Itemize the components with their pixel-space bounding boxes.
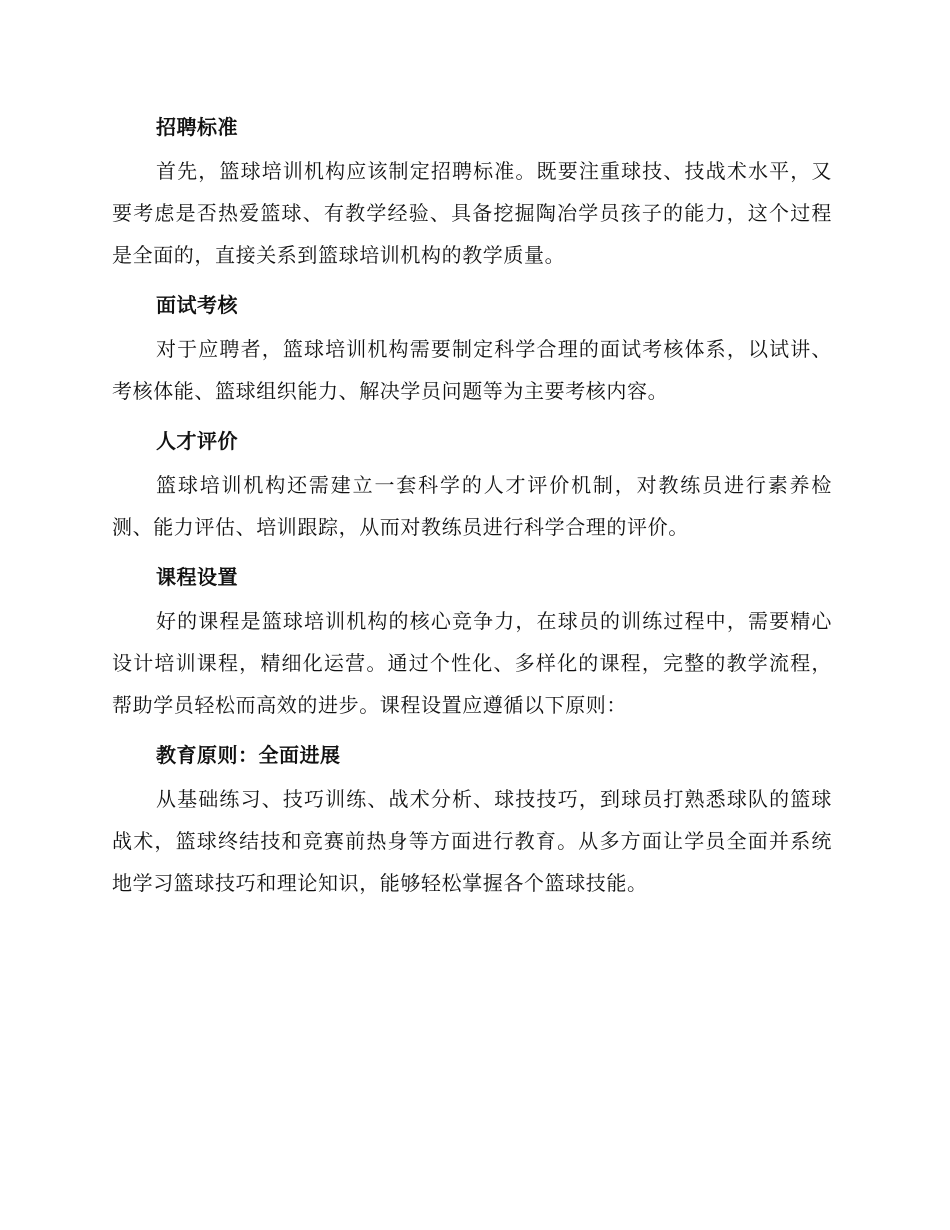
- section-paragraph: 对于应聘者，篮球培训机构需要制定科学合理的面试考核体系，以试讲、考核体能、篮球组织能力、解决学员问题等为主要考核内容。: [112, 337, 832, 403]
- section-heading: 面试考核: [156, 293, 238, 317]
- document-page: [112, 108, 832, 914]
- section-paragraph: 从基础练习、技巧训练、战术分析、球技技巧，到球员打熟悉球队的篮球战术，篮球终结技和竞赛前热身等方面进行教育。从多方面让学员全面并系统地学习篮球技巧和理论知识，能够轻松掌握各个篮球技能。: [112, 787, 832, 895]
- section-course-setup: [112, 558, 832, 726]
- section-heading: 教育原则：全面进展: [156, 743, 341, 767]
- section-paragraph: 首先，篮球培训机构应该制定招聘标准。既要注重球技、技战术水平，又要考虑是否热爱篮球、有教学经验、具备挖掘陶冶学员孩子的能力，这个过程是全面的，直接关系到篮球培训机构的教学质量。: [112, 159, 832, 267]
- section-recruitment-standards: [112, 108, 832, 276]
- section-paragraph: 篮球培训机构还需建立一套科学的人才评价机制，对教练员进行素养检测、能力评估、培训跟踪，从而对教练员进行科学合理的评价。: [112, 473, 832, 539]
- section-talent-evaluation: [112, 422, 832, 548]
- section-heading: 人才评价: [156, 429, 238, 453]
- section-heading: 招聘标准: [156, 115, 238, 139]
- section-interview-assessment: [112, 286, 832, 412]
- section-paragraph: 好的课程是篮球培训机构的核心竞争力，在球员的训练过程中，需要精心设计培训课程，精细化运营。通过个性化、多样化的课程，完整的教学流程，帮助学员轻松而高效的进步。课程设置应遵循以下原则：: [112, 609, 832, 717]
- section-education-principle: [112, 736, 832, 904]
- section-heading: 课程设置: [156, 565, 238, 589]
